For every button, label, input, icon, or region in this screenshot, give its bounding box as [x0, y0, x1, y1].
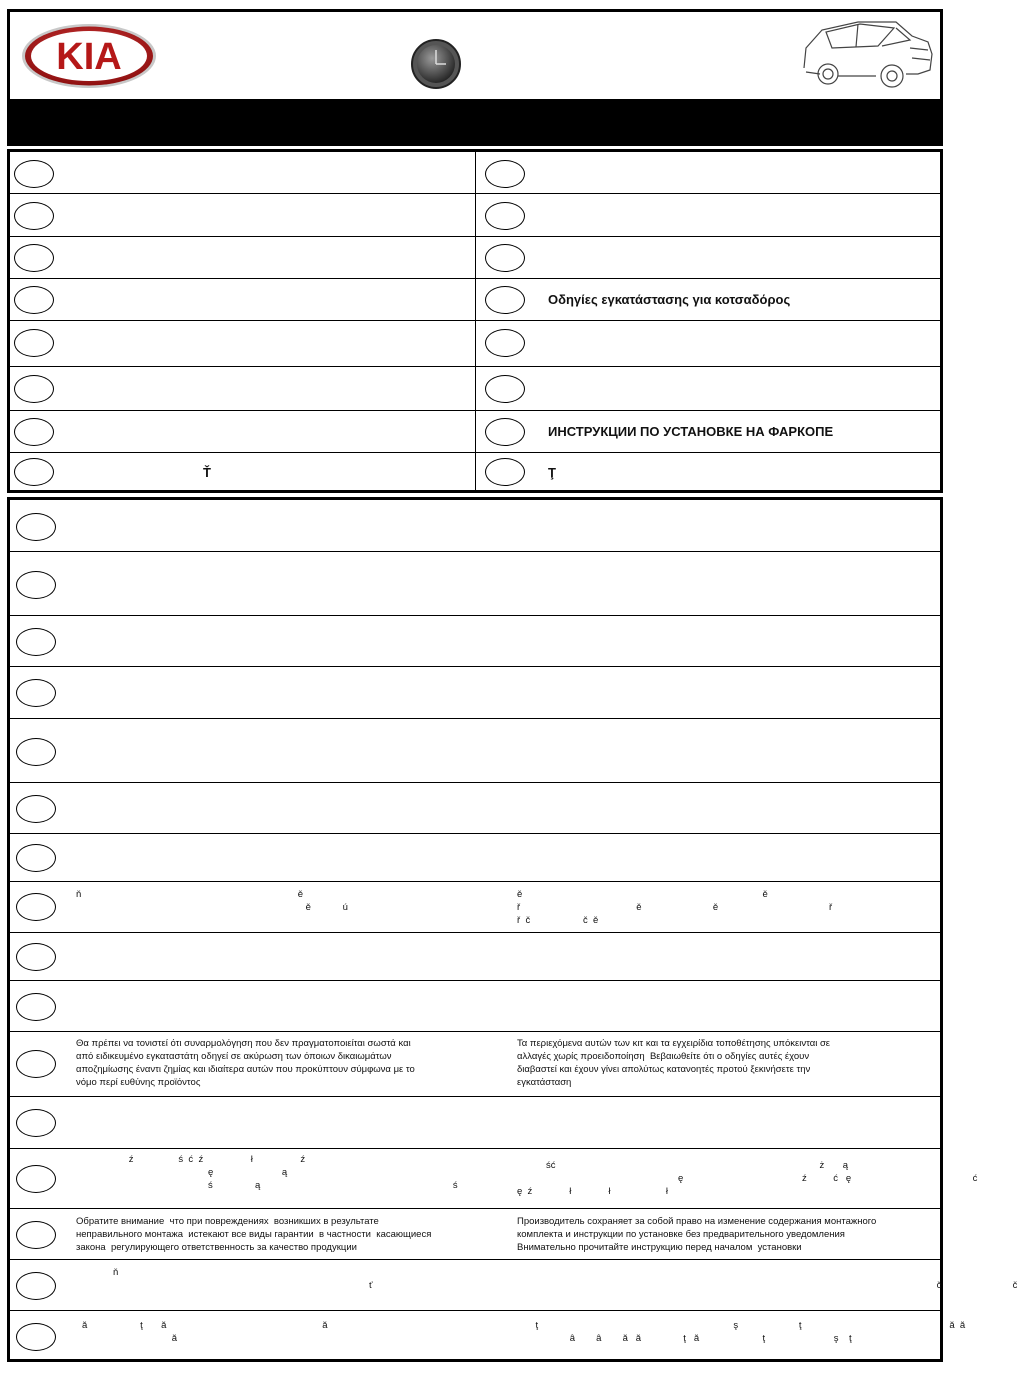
note-row	[10, 667, 940, 719]
note-row	[10, 1209, 940, 1260]
language-row	[10, 453, 475, 493]
language-row	[476, 237, 943, 279]
language-row	[10, 194, 475, 237]
note-row	[10, 719, 940, 783]
language-flag-placeholder	[485, 458, 525, 486]
note-right-text: Производитель сохраняет за собой право на изменение содержания монтажного комплекта и инструкции по установке без предварительного уведомления Внимательно прочитайте инструкцию перед началом установки	[517, 1216, 877, 1253]
note-row	[10, 552, 940, 616]
language-title: Οδηγίες εγκατάστασης για κοτσαδόρος	[548, 292, 791, 307]
note-row	[10, 834, 940, 882]
language-row	[10, 321, 475, 367]
note-row	[10, 783, 940, 834]
note-left-text: ň ě ě ú	[76, 889, 348, 913]
language-row	[476, 411, 943, 453]
language-flag-placeholder	[14, 160, 54, 188]
language-flag-placeholder	[14, 458, 54, 486]
language-flag-placeholder	[485, 286, 525, 314]
language-flag-placeholder	[485, 160, 525, 188]
language-flag-placeholder	[16, 513, 56, 541]
language-column-left	[10, 152, 475, 490]
language-flag-placeholder	[14, 329, 54, 357]
note-row	[10, 933, 940, 981]
note-right-text: ě ě ř ě ě ř ř č č ě	[517, 889, 833, 926]
language-flag-placeholder	[14, 286, 54, 314]
note-row	[10, 1311, 966, 1359]
note-left-text: ă ţ ă ă ă	[82, 1320, 328, 1344]
language-row	[10, 237, 475, 279]
language-grid	[7, 149, 943, 493]
note-row	[10, 981, 940, 1032]
language-title: Ţ	[548, 465, 556, 480]
language-flag-placeholder	[16, 893, 56, 921]
note-row	[10, 1032, 940, 1097]
language-flag-placeholder	[16, 1109, 56, 1137]
language-row	[476, 321, 943, 367]
language-flag-placeholder	[16, 1050, 56, 1078]
language-flag-placeholder	[485, 244, 525, 272]
language-flag-placeholder	[16, 1323, 56, 1351]
language-flag-placeholder	[16, 571, 56, 599]
language-flag-placeholder	[16, 738, 56, 766]
language-column-right	[476, 152, 943, 490]
note-row	[10, 500, 940, 552]
language-row	[476, 453, 943, 493]
note-right-text: Τα περιεχόμενα αυτών των κιτ και τα εγχειρίδια τοποθέτησης υπόκεινται σε αλλαγές χωρίς προειδοποίηση Βεβαιωθείτε ότι ο οδηγίες αυτές έχουν διαβαστεί και έχουν γίνει απολύτως κατανοητές προτού ξεκινήσετε την εγκατάσταση	[517, 1038, 831, 1088]
note-row	[10, 1260, 1017, 1311]
language-flag-placeholder	[16, 679, 56, 707]
note-left-text: Обратите внимание что при повреждениях возникших в результате неправильного монтажа истекают все виды гарантии в частности касающиеся закона регулирующего ответственность за качество продукции	[76, 1216, 432, 1253]
note-row	[10, 882, 940, 933]
language-flag-placeholder	[16, 943, 56, 971]
language-title: Ť	[203, 465, 211, 480]
header-banner	[7, 9, 943, 146]
suv-car-icon	[798, 18, 936, 90]
note-right-text: č č	[936, 1280, 1017, 1291]
language-flag-placeholder	[14, 375, 54, 403]
note-right-text: ţ ş ţ ă ă â â ă ă ţ ă ţ ş ţ	[535, 1320, 966, 1344]
note-row	[10, 616, 940, 667]
notes-table	[7, 497, 1017, 1362]
language-row	[476, 367, 943, 411]
language-flag-placeholder	[16, 1221, 56, 1249]
language-flag-placeholder	[16, 795, 56, 823]
language-flag-placeholder	[14, 202, 54, 230]
language-flag-placeholder	[14, 418, 54, 446]
note-right-text: ść ż ą ę ź ć ę ć ę ź ł ł ł	[517, 1160, 978, 1197]
language-flag-placeholder	[485, 202, 525, 230]
language-flag-placeholder	[16, 628, 56, 656]
language-flag-placeholder	[16, 993, 56, 1021]
header-title-bar	[10, 99, 940, 143]
language-flag-placeholder	[485, 375, 525, 403]
svg-text:KIA: KIA	[56, 36, 122, 78]
note-left-text: Θα πρέπει να τονιστεί ότι συναρμολόγηση που δεν πραγματοποιείται σωστά και από ειδικευμένο εγκαταστάτη οδηγεί σε ακύρωση των όποιων δικαιωμάτων αποζημίωσης έναντι ζημίας και ιδιαίτερα αυτών που προκύπτουν σύμφωνα με το νόμο περί ευθύνης προϊόντος	[76, 1038, 415, 1088]
language-row	[476, 194, 943, 237]
kia-logo	[20, 22, 158, 90]
language-row	[10, 279, 475, 321]
language-flag-placeholder	[16, 1272, 56, 1300]
language-row	[10, 411, 475, 453]
language-flag-placeholder	[485, 418, 525, 446]
language-flag-placeholder	[485, 329, 525, 357]
language-row	[476, 279, 943, 321]
language-row	[10, 367, 475, 411]
note-row	[10, 1097, 940, 1149]
language-flag-placeholder	[16, 844, 56, 872]
clock-icon	[410, 38, 462, 90]
note-row	[10, 1149, 978, 1209]
language-row	[476, 152, 943, 194]
language-row	[10, 152, 475, 194]
note-left-text: ň ť	[112, 1267, 373, 1291]
note-left-text: ź ś ć ź ł ź ę ą ś ą ś	[128, 1154, 458, 1191]
language-flag-placeholder	[14, 244, 54, 272]
language-title: ИНСТРУКЦИИ ПО УСТАНОВКЕ НА ФАРКОПЕ	[548, 424, 834, 439]
language-flag-placeholder	[16, 1165, 56, 1193]
